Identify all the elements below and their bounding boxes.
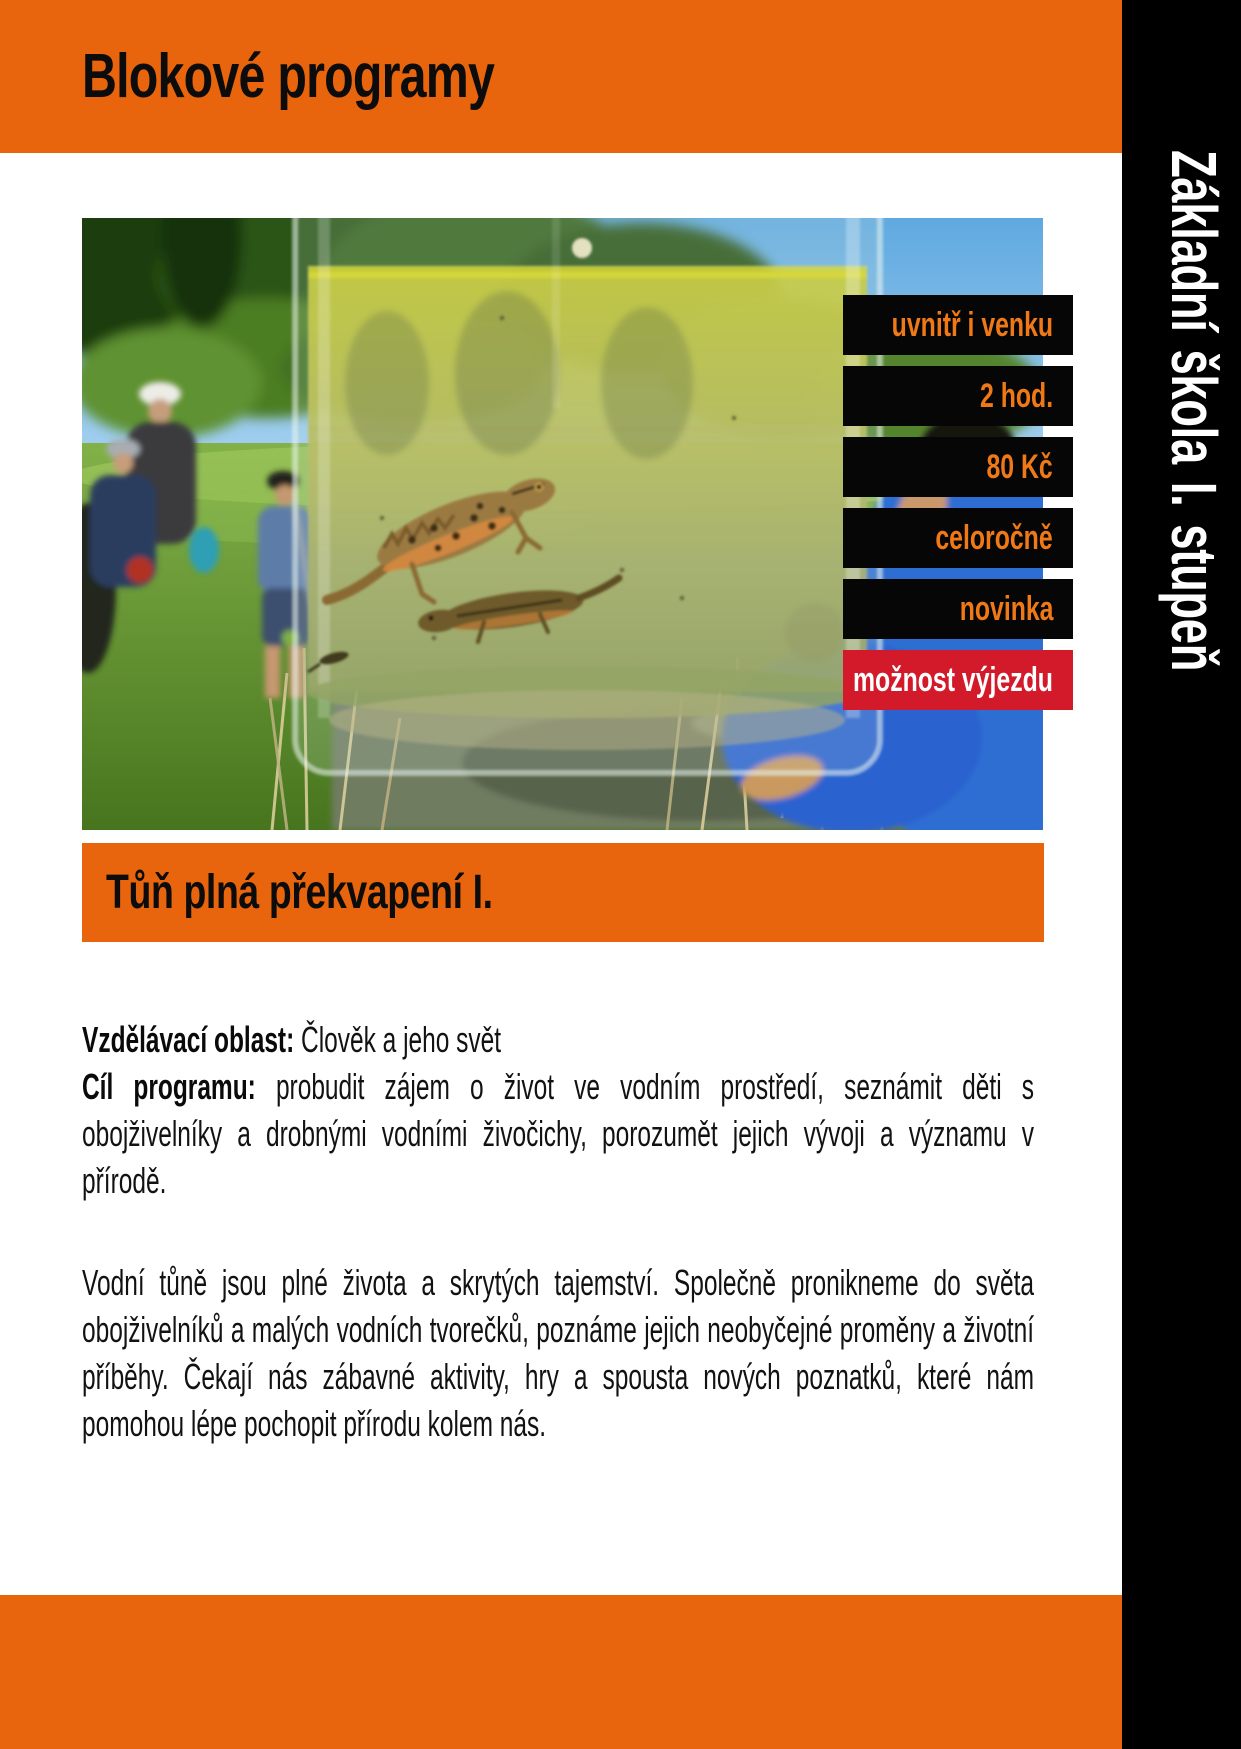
footer-bar	[0, 1595, 1122, 1749]
header-bar	[0, 0, 1122, 153]
side-strip	[1122, 0, 1241, 1749]
badge-trip-option-label: možnost výjezdu	[853, 660, 1053, 699]
badge-price-label: 80 Kč	[986, 447, 1053, 486]
badge-duration	[843, 366, 1073, 426]
program-title: Tůň plná překvapení I.	[106, 866, 493, 919]
detail-area-label: Vzdělávací oblast:	[82, 1019, 295, 1060]
program-details	[82, 1016, 1034, 1447]
badge-season-label: celoročně	[935, 518, 1053, 557]
page-title: Blokové programy	[82, 42, 495, 111]
badge-price	[843, 437, 1073, 497]
badge-duration-label: 2 hod.	[979, 376, 1053, 415]
badge-novelty-label: novinka	[959, 589, 1053, 628]
badge-location	[843, 295, 1073, 355]
badge-season	[843, 508, 1073, 568]
detail-area-value: Člověk a jeho svět	[294, 1019, 502, 1060]
detail-goal-value: probudit zájem o život ve vodním prostředí, seznámit děti s obojživelníky a drobnými vodními živočichy, porozumět jejich vývoji a významu v přírodě.	[82, 1066, 1034, 1201]
detail-paragraph	[82, 1016, 1034, 1204]
badge-trip-option	[843, 650, 1073, 710]
program-description: Vodní tůně jsou plné života a skrytých tajemství. Společně pronikneme do světa obojživelníků a malých vodních tvorečků, poznáme jejich neobyčejné proměny a životní příběhy. Čekají nás zábavné aktivity, hry a spousta nových poznatků, které nám pomohou lépe pochopit přírodu kolem nás.	[82, 1262, 1034, 1444]
detail-goal-label: Cíl programu:	[82, 1066, 256, 1107]
program-title-bar	[82, 843, 1044, 942]
badge-novelty	[843, 579, 1073, 639]
side-strip-label: Základní škola I. stupeň	[1158, 150, 1230, 672]
badge-location-label: uvnitř i venku	[891, 305, 1053, 344]
